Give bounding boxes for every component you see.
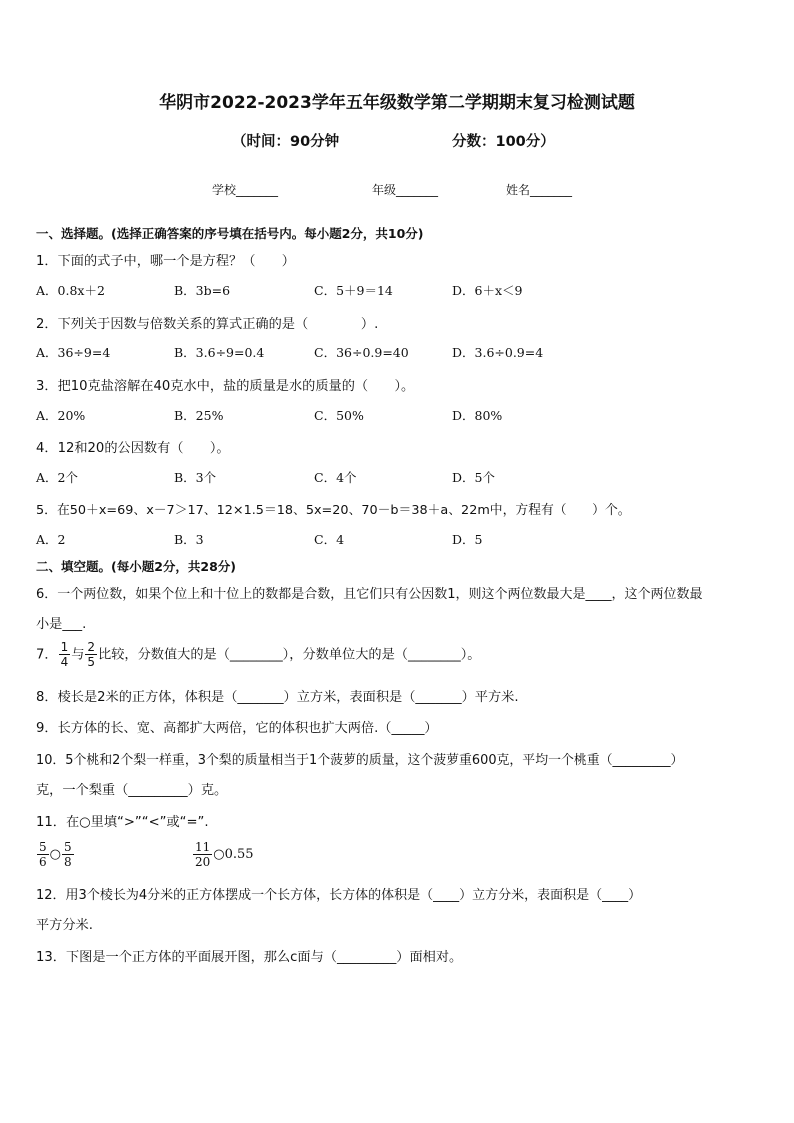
option-b: B．3 xyxy=(174,532,204,547)
compare-circle: ○ xyxy=(49,847,61,862)
question-10-line2: 克，一个梨重（_________）克。 xyxy=(36,783,228,798)
question-10-line1: 10．5个桃和2个梨一样重，3个梨的质量相当于1个菠萝的质量，这个菠萝重600克，平均一个桃重（_________） xyxy=(36,753,684,768)
numerator: 11 xyxy=(195,840,211,854)
numerator: 1 xyxy=(60,640,69,654)
option-c: C．4个 xyxy=(314,470,357,485)
fraction xyxy=(62,840,74,869)
question-9: 9．长方体的长、宽、高都扩大两倍，它的体积也扩大两倍.（_____） xyxy=(36,721,438,736)
option-a: A．20% xyxy=(36,408,86,423)
question-2-stem: 2．下列关于因数与倍数关系的算式正确的是（ ）. xyxy=(36,317,379,332)
option-a: A．2 xyxy=(36,532,66,547)
denominator: 6 xyxy=(39,855,47,869)
question-5-stem: 5．在50＋x=69、x－7＞17、12×1.5＝18、5x=20、70－b＝38＋a、22m中，方程有（ ）个。 xyxy=(36,503,631,518)
fraction xyxy=(193,840,212,869)
option-a: A．36÷9=4 xyxy=(36,345,111,360)
grade-field: 年级_______ xyxy=(372,183,439,197)
option-c: C．4 xyxy=(314,532,345,547)
fraction xyxy=(37,840,49,869)
question-6-line2: 小是___. xyxy=(36,617,87,632)
option-b: B．3个 xyxy=(174,470,217,485)
page-title: 华阴市2022-2023学年五年级数学第二学期期末复习检测试题 xyxy=(159,93,635,113)
option-c: C．5＋9＝14 xyxy=(314,283,393,298)
option-b: B．25% xyxy=(174,408,224,423)
section2-header: 二、填空题。(每小题2分，共28分) xyxy=(36,559,237,574)
question-4-stem: 4．12和20的公因数有（ ）。 xyxy=(36,441,230,456)
option-d: D．6＋x＜9 xyxy=(452,283,523,298)
section1-header: 一、选择题。(选择正确答案的序号填在括号内。每小题2分，共10分) xyxy=(36,226,424,241)
option-a: A．0.8x＋2 xyxy=(36,283,105,298)
option-b: B．3.6÷9=0.4 xyxy=(174,345,265,360)
question-11-item-b xyxy=(192,840,254,869)
question-7-number: 7． xyxy=(36,647,58,663)
question-6-line1: 6．一个两位数，如果个位上和十位上的数都是合数，且它们只有公因数1，则这个两位数最大是____，这个两位数最 xyxy=(36,587,703,602)
question-12-line2: 平方分米. xyxy=(36,918,93,933)
question-8: 8．棱长是2米的正方体，体积是（_______）立方米，表面积是（_______）平方米. xyxy=(36,690,519,705)
option-d: D．5个 xyxy=(452,470,495,485)
denominator: 8 xyxy=(63,855,72,869)
question-3-stem: 3．把10克盐溶解在40克水中，盐的质量是水的质量的（ ）。 xyxy=(36,379,415,394)
numerator: 5 xyxy=(63,840,72,854)
question-11: 11．在○里填“>”“<”或“=”. xyxy=(36,815,209,830)
denominator: 5 xyxy=(87,655,96,669)
numerator: 2 xyxy=(87,640,96,654)
denominator: 4 xyxy=(60,655,69,669)
question-7-text: 比较，分数值大的是（________），分数单位大的是（________）。 xyxy=(98,647,481,663)
school-field: 学校_______ xyxy=(212,183,279,197)
question-11-item-a xyxy=(36,840,75,869)
time-label: （时间：90分钟 xyxy=(232,134,340,150)
score-label: 分数：100分） xyxy=(452,134,555,150)
question-13: 13．下图是一个正方体的平面展开图，那么c面与（_________）面相对。 xyxy=(36,950,463,965)
fraction xyxy=(59,640,71,669)
name-field: 姓名_______ xyxy=(506,183,573,197)
option-c: C．36÷0.9=40 xyxy=(314,345,409,360)
question-11-b-text: ○0.55 xyxy=(213,847,254,862)
option-b: B．3b=6 xyxy=(174,283,231,298)
fraction xyxy=(85,640,97,669)
option-d: D．5 xyxy=(452,532,483,547)
numerator: 5 xyxy=(39,840,47,854)
question-7 xyxy=(36,640,480,669)
denominator: 20 xyxy=(195,855,211,869)
option-d: D．80% xyxy=(452,408,503,423)
option-c: C．50% xyxy=(314,408,364,423)
option-d: D．3.6÷0.9=4 xyxy=(452,345,544,360)
question-1-stem: 1．下面的式子中，哪一个是方程？（ ） xyxy=(36,254,295,269)
option-a: A．2个 xyxy=(36,470,78,485)
question-12-line1: 12．用3个棱长为4分米的正方体摆成一个长方体，长方体的体积是（____）立方分米，表面积是（____） xyxy=(36,888,642,903)
question-7-connector: 与 xyxy=(71,647,85,663)
